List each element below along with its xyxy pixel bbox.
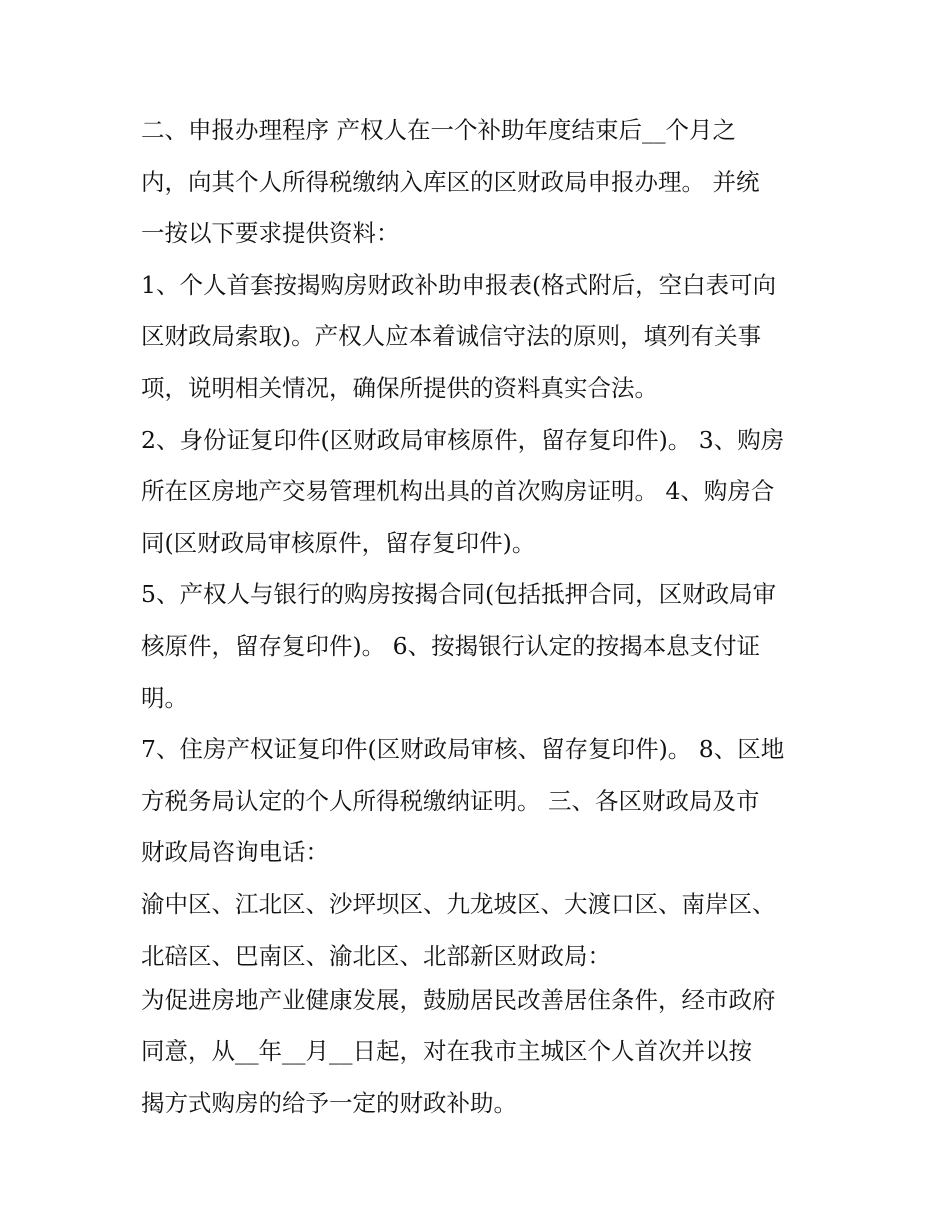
text-line: 方税务局认定的个人所得税缴纳证明。 三、各区财政局及市 — [141, 786, 760, 815]
text-line: 同意，从__年__月__日起，对在我市主城区个人首次并以按 — [141, 1037, 752, 1066]
text-line: 5、产权人与银行的购房按揭合同(包括抵押合同，区财政局审 — [141, 580, 777, 609]
text-line: 一按以下要求提供资料： — [141, 219, 400, 248]
text-line: 同(区财政局审核原件，留存复印件)。 — [141, 528, 536, 557]
text-line: 核原件，留存复印件)。 6、按揭银行认定的按揭本息支付证 — [141, 631, 761, 660]
text-line: 北碚区、巴南区、渝北区、北部新区财政局： — [141, 941, 611, 970]
text-line: 为促进房地产业健康发展，鼓励居民改善居住条件，经市政府 — [141, 985, 776, 1014]
document-body — [141, 110, 821, 1134]
text-line: 揭方式购房的给予一定的财政补助。 — [141, 1088, 517, 1117]
text-line: 所在区房地产交易管理机构出具的首次购房证明。 4、购房合 — [141, 477, 775, 506]
text-line: 项，说明相关情况，确保所提供的资料真实合法。 — [141, 373, 658, 402]
text-line: 二、申报办理程序 产权人在一个补助年度结束后__个月之 — [141, 116, 736, 144]
text-line: 明。 — [141, 683, 188, 712]
text-line: 7、住房产权证复印件(区财政局审核、留存复印件)。 8、区地 — [141, 735, 785, 764]
text-line: 1、个人首套按揭购房财政补助申报表(格式附后，空白表可向 — [141, 270, 777, 299]
text-line: 财政局咨询电话： — [141, 838, 329, 867]
text-line: 2、身份证复印件(区财政局审核原件，留存复印件)。 3、购房 — [141, 425, 785, 454]
text-line: 区财政局索取)。产权人应本着诚信守法的原则，填列有关事 — [141, 322, 762, 351]
text-line: 渝中区、江北区、沙坪坝区、九龙坡区、大渡口区、南岸区、 — [141, 889, 776, 918]
text-line: 内，向其个人所得税缴纳入库区的区财政局申报办理。 并统 — [141, 167, 760, 196]
